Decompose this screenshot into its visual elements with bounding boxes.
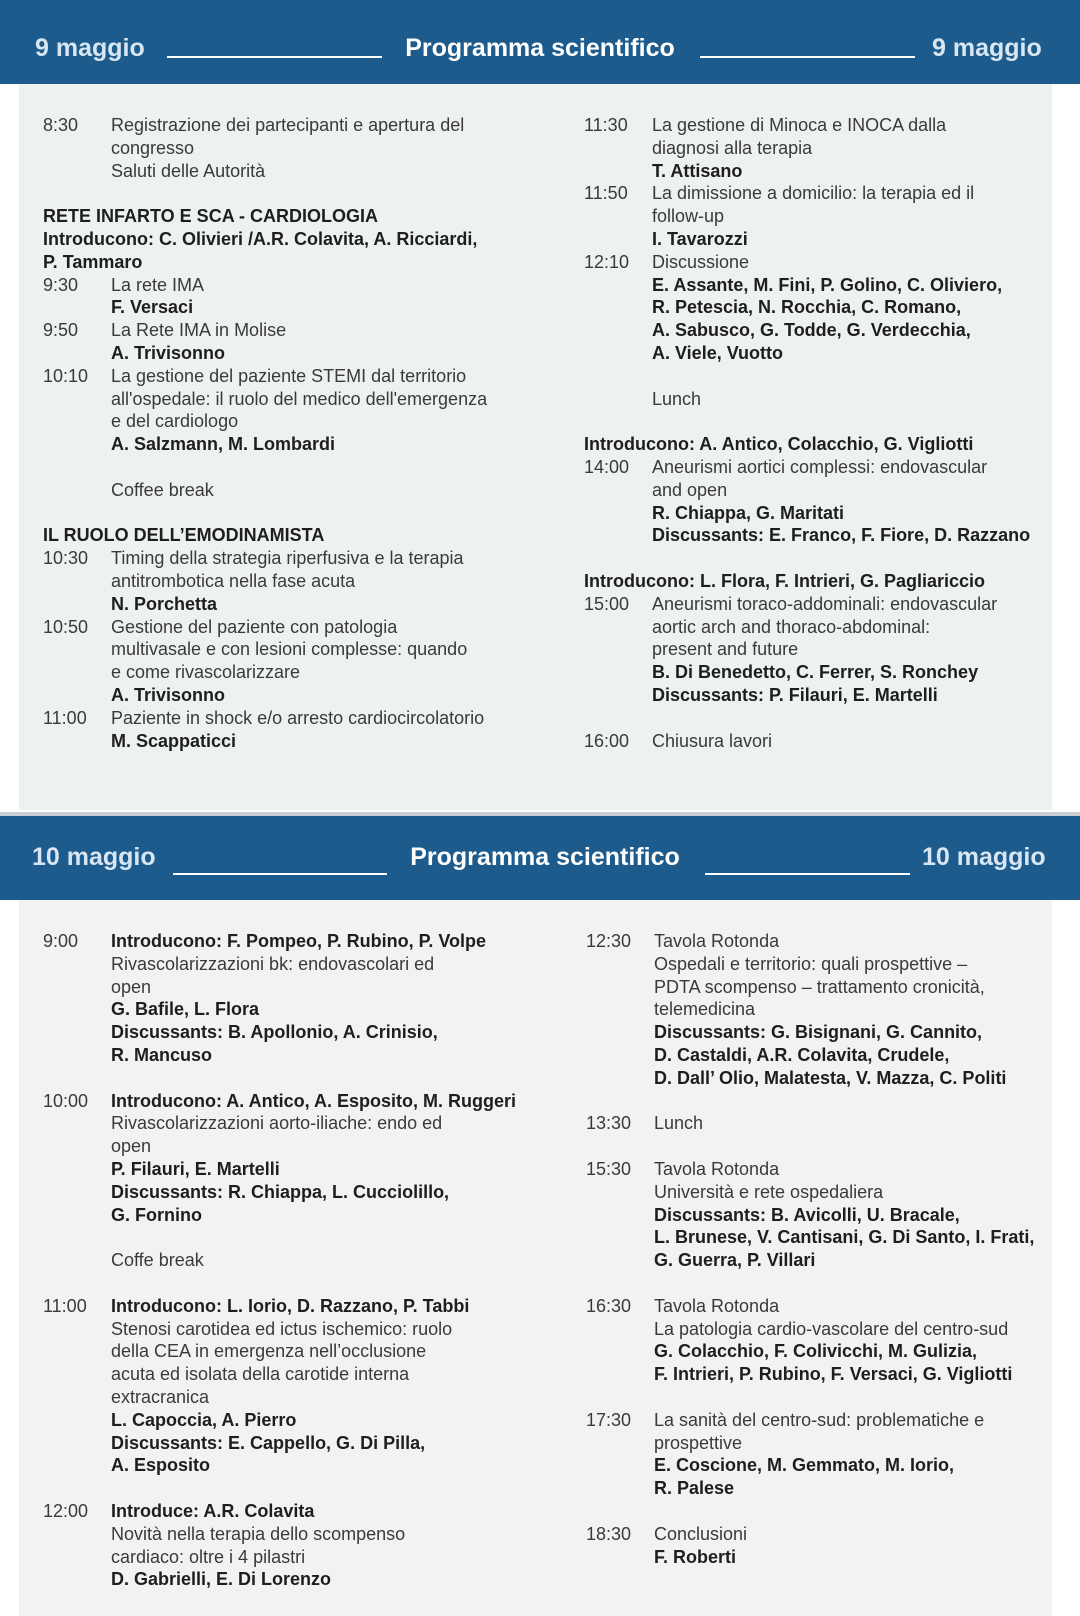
session-time: 12:10 bbox=[584, 251, 630, 272]
session-time: 10:50 bbox=[43, 616, 89, 637]
session-time: 10:10 bbox=[43, 365, 89, 386]
coffee-break: Coffee break bbox=[111, 479, 214, 500]
session-speaker: R. Petescia, N. Rocchia, C. Romano, bbox=[652, 297, 962, 318]
session-intro: Introducono: L. Iorio, D. Razzano, P. Tabbi bbox=[111, 1295, 470, 1316]
session-title-line: and open bbox=[652, 479, 728, 500]
session-discussants: G. Fornino bbox=[111, 1204, 202, 1225]
session-discussants: A. Esposito bbox=[111, 1455, 211, 1476]
session-speaker: A. Sabusco, G. Todde, G. Verdecchia, bbox=[652, 320, 971, 341]
session-title-line: La gestione di Minoca e INOCA dalla bbox=[652, 115, 947, 135]
session-title-line: PDTA scompenso – trattamento cronicità, bbox=[654, 976, 985, 997]
session-time: 15:30 bbox=[586, 1158, 632, 1179]
session-intro: Introducono: F. Pompeo, P. Rubino, P. Volpe bbox=[111, 931, 487, 951]
session-speaker: M. Scappaticci bbox=[111, 730, 237, 751]
session-title-line: e del cardiologo bbox=[111, 411, 239, 432]
day1-header-band bbox=[0, 0, 1080, 84]
session-time: 14:00 bbox=[584, 456, 630, 477]
day2-date-right: 10 maggio bbox=[922, 843, 1046, 871]
session-time: 17:30 bbox=[586, 1409, 632, 1430]
day1-date-left: 9 maggio bbox=[35, 34, 145, 62]
session-intro: Introducono: A. Antico, A. Esposito, M. Ruggeri bbox=[111, 1090, 516, 1111]
session-row bbox=[586, 1295, 1052, 1386]
session-discussants: Discussants: E. Cappello, G. Di Pilla, bbox=[111, 1432, 426, 1453]
section-intro: Introducono: L. Flora, F. Intrieri, G. Pagliariccio bbox=[584, 570, 986, 591]
session-title-line: Lunch bbox=[654, 1113, 704, 1134]
day2-rule-left bbox=[173, 873, 387, 875]
session-title-line: Chiusura lavori bbox=[652, 730, 773, 751]
section-intro: P. Tammaro bbox=[43, 251, 143, 272]
session-time: 13:30 bbox=[586, 1113, 632, 1134]
session-title-line: La gestione del paziente STEMI dal territorio bbox=[111, 365, 467, 386]
session-title-line: Timing della strategia riperfusiva e la terapia bbox=[111, 548, 464, 569]
day1-title: Programma scientifico bbox=[405, 34, 675, 62]
session-time: 10:30 bbox=[43, 548, 89, 569]
session-title-line: prospettive bbox=[654, 1432, 743, 1453]
session-row bbox=[43, 114, 513, 182]
session-title-line: La dimissione a domicilio: la terapia ed il bbox=[652, 183, 975, 204]
day1-left-column bbox=[43, 114, 513, 752]
session-row bbox=[43, 930, 533, 1067]
session-title-line: Saluti delle Autorità bbox=[111, 160, 266, 181]
session-speaker: E. Coscione, M. Gemmato, M. Iorio, bbox=[654, 1455, 955, 1476]
session-title-line: Gestione del paziente con patologia bbox=[111, 616, 398, 637]
session-discussants: Discussants: B. Avicolli, U. Bracale, bbox=[654, 1204, 960, 1225]
session-row bbox=[586, 1112, 1052, 1135]
session-time: 11:30 bbox=[584, 115, 628, 135]
session-title-line: acuta ed isolata della carotide interna bbox=[111, 1364, 410, 1385]
session-title-line: present and future bbox=[652, 639, 799, 660]
day2-header-band bbox=[0, 816, 1080, 900]
session-row bbox=[43, 1295, 533, 1477]
section-intro: Introducono: C. Olivieri /A.R. Colavita, A. Ricciardi, bbox=[43, 228, 478, 249]
session-title-line: Registrazione dei partecipanti e apertura del bbox=[111, 115, 465, 135]
session-time: 9:50 bbox=[43, 320, 79, 341]
session-title-line: Stenosi carotidea ed ictus ischemico: ruolo bbox=[111, 1318, 453, 1339]
section-title: IL RUOLO DELL’EMODINAMISTA bbox=[43, 525, 325, 546]
session-time: 10:00 bbox=[43, 1090, 89, 1111]
session-title-line: e come rivascolarizzare bbox=[111, 662, 301, 683]
session-row bbox=[43, 547, 513, 615]
day1-rule-right bbox=[700, 56, 915, 58]
day1-right-column bbox=[584, 114, 1044, 752]
day2-left-column bbox=[43, 930, 533, 1591]
session-speaker: F. Versaci bbox=[111, 297, 194, 318]
session-title-line: follow-up bbox=[652, 206, 725, 227]
session-row bbox=[584, 730, 1044, 753]
session-time: 8:30 bbox=[43, 115, 79, 135]
session-speaker: A. Trivisonno bbox=[111, 684, 226, 705]
session-title-line: open bbox=[111, 976, 152, 997]
session-title-line: antitrombotica nella fase acuta bbox=[111, 570, 356, 591]
session-title-line: congresso bbox=[111, 137, 195, 158]
session-row bbox=[584, 182, 1044, 250]
session-title-line: La Rete IMA in Molise bbox=[111, 320, 287, 341]
session-discussants: R. Mancuso bbox=[111, 1044, 213, 1065]
session-speaker: F. Roberti bbox=[654, 1546, 737, 1567]
session-discussants: Discussants: R. Chiappa, L. Cucciolillo, bbox=[111, 1181, 450, 1202]
session-discussants: Discussants: G. Bisignani, G. Cannito, bbox=[654, 1022, 983, 1043]
session-discussants: D. Castaldi, A.R. Colavita, Crudele, bbox=[654, 1044, 950, 1065]
session-title-line: Paziente in shock e/o arresto cardiocircolatorio bbox=[111, 707, 485, 728]
session-title-line: Rivascolarizzazioni aorto-iliache: endo ed bbox=[111, 1113, 443, 1134]
session-title-line: open bbox=[111, 1136, 152, 1157]
session-time: 16:00 bbox=[584, 730, 630, 751]
session-title-line: Novità nella terapia dello scompenso bbox=[111, 1523, 406, 1544]
day1-date-right: 9 maggio bbox=[932, 34, 1042, 62]
session-time: 11:00 bbox=[43, 1295, 87, 1316]
session-row bbox=[43, 319, 513, 365]
session-row bbox=[584, 114, 1044, 182]
session-row bbox=[584, 251, 1044, 411]
session-row bbox=[43, 365, 513, 502]
session-speaker: E. Assante, M. Fini, P. Golino, C. Oliviero, bbox=[652, 274, 1003, 295]
session-speaker: G. Colacchio, F. Colivicchi, M. Gulizia, bbox=[654, 1341, 978, 1362]
section-intro: Introducono: A. Antico, Colacchio, G. Vigliotti bbox=[584, 434, 974, 455]
day2-title: Programma scientifico bbox=[410, 843, 680, 871]
session-row bbox=[586, 1523, 1052, 1569]
session-intro: Introduce: A.R. Colavita bbox=[111, 1500, 315, 1521]
session-speaker: L. Capoccia, A. Pierro bbox=[111, 1409, 297, 1430]
session-title-line: extracranica bbox=[111, 1386, 210, 1407]
session-title-line: Aneurismi toraco-addominali: endovascular bbox=[652, 593, 998, 614]
session-title-line: aortic arch and thoraco-abdominal: bbox=[652, 616, 931, 637]
session-discussants: D. Dall’ Olio, Malatesta, V. Mazza, C. Politi bbox=[654, 1067, 1007, 1088]
day2-rule-right bbox=[705, 873, 910, 875]
session-title-line: Aneurismi aortici complessi: endovascular bbox=[652, 456, 988, 477]
session-title-line: cardiaco: oltre i 4 pilastri bbox=[111, 1546, 306, 1567]
session-speaker: P. Filauri, E. Martelli bbox=[111, 1158, 280, 1179]
session-speaker: A. Viele, Vuotto bbox=[652, 342, 784, 363]
session-time: 11:50 bbox=[584, 183, 628, 204]
day1-rule-left bbox=[167, 56, 382, 58]
session-row bbox=[584, 456, 1044, 547]
session-speaker: A. Salzmann, M. Lombardi bbox=[111, 434, 336, 455]
session-discussants: Discussants: E. Franco, F. Fiore, D. Razzano bbox=[652, 525, 1031, 546]
session-row bbox=[43, 274, 513, 320]
session-title-line: Ospedali e territorio: quali prospettive – bbox=[654, 953, 968, 974]
session-title-line: Rivascolarizzazioni bk: endovascolari ed bbox=[111, 953, 435, 974]
session-title-line: della CEA in emergenza nell’occlusione bbox=[111, 1341, 427, 1362]
session-speaker: T. Attisano bbox=[652, 160, 743, 181]
session-title-line: La sanità del centro-sud: problematiche e bbox=[654, 1409, 985, 1430]
session-title-line: Tavola Rotonda bbox=[654, 1295, 780, 1316]
session-discussants: G. Guerra, P. Villari bbox=[654, 1250, 816, 1271]
session-title-line: Tavola Rotonda bbox=[654, 931, 780, 951]
session-time: 18:30 bbox=[586, 1523, 632, 1544]
session-row bbox=[586, 930, 1052, 1090]
session-title-line: Conclusioni bbox=[654, 1523, 748, 1544]
session-speaker: R. Chiappa, G. Maritati bbox=[652, 502, 845, 523]
session-title-line: Discussione bbox=[652, 251, 750, 272]
coffee-break: Coffe break bbox=[111, 1250, 204, 1271]
session-time: 16:30 bbox=[586, 1295, 632, 1316]
session-time: 12:00 bbox=[43, 1500, 89, 1521]
session-discussants: L. Brunese, V. Cantisani, G. Di Santo, I. Frati, bbox=[654, 1227, 1035, 1248]
session-speaker: F. Intrieri, P. Rubino, F. Versaci, G. Vigliotti bbox=[654, 1364, 1013, 1385]
session-time: 9:00 bbox=[43, 931, 79, 951]
section-title: RETE INFARTO E SCA - CARDIOLOGIA bbox=[43, 206, 379, 227]
session-title-line: Tavola Rotonda bbox=[654, 1158, 780, 1179]
session-time: 15:00 bbox=[584, 593, 630, 614]
session-row bbox=[43, 1500, 533, 1591]
session-title-line: diagnosi alla terapia bbox=[652, 137, 813, 158]
session-speaker: A. Trivisonno bbox=[111, 342, 226, 363]
session-title-line: La rete IMA bbox=[111, 274, 205, 295]
session-speaker: N. Porchetta bbox=[111, 593, 218, 614]
session-discussants: Discussants: P. Filauri, E. Martelli bbox=[652, 684, 938, 705]
session-title-line: multivasale e con lesioni complesse: quando bbox=[111, 639, 468, 660]
session-row bbox=[586, 1409, 1052, 1500]
session-row bbox=[43, 616, 513, 707]
session-speaker: I. Tavarozzi bbox=[652, 228, 748, 249]
session-row bbox=[584, 593, 1044, 707]
session-title-line: Università e rete ospedaliera bbox=[654, 1181, 884, 1202]
day2-right-column bbox=[586, 930, 1052, 1568]
lunch-break: Lunch bbox=[652, 388, 702, 409]
session-discussants: Discussants: B. Apollonio, A. Crinisio, bbox=[111, 1022, 438, 1043]
session-time: 11:00 bbox=[43, 707, 87, 728]
session-title-line: telemedicina bbox=[654, 999, 756, 1020]
session-row bbox=[43, 1090, 533, 1272]
session-time: 9:30 bbox=[43, 274, 79, 295]
session-speaker: G. Bafile, L. Flora bbox=[111, 999, 260, 1020]
session-title-line: all'ospedale: il ruolo del medico dell'emergenza bbox=[111, 388, 488, 409]
session-speaker: B. Di Benedetto, C. Ferrer, S. Ronchey bbox=[652, 662, 979, 683]
session-time: 12:30 bbox=[586, 931, 632, 951]
session-row bbox=[586, 1158, 1052, 1272]
day2-date-left: 10 maggio bbox=[32, 843, 156, 871]
session-row bbox=[43, 707, 513, 753]
session-title-line: La patologia cardio-vascolare del centro-sud bbox=[654, 1318, 1009, 1339]
session-speaker: R. Palese bbox=[654, 1478, 735, 1499]
session-speaker: D. Gabrielli, E. Di Lorenzo bbox=[111, 1569, 332, 1590]
